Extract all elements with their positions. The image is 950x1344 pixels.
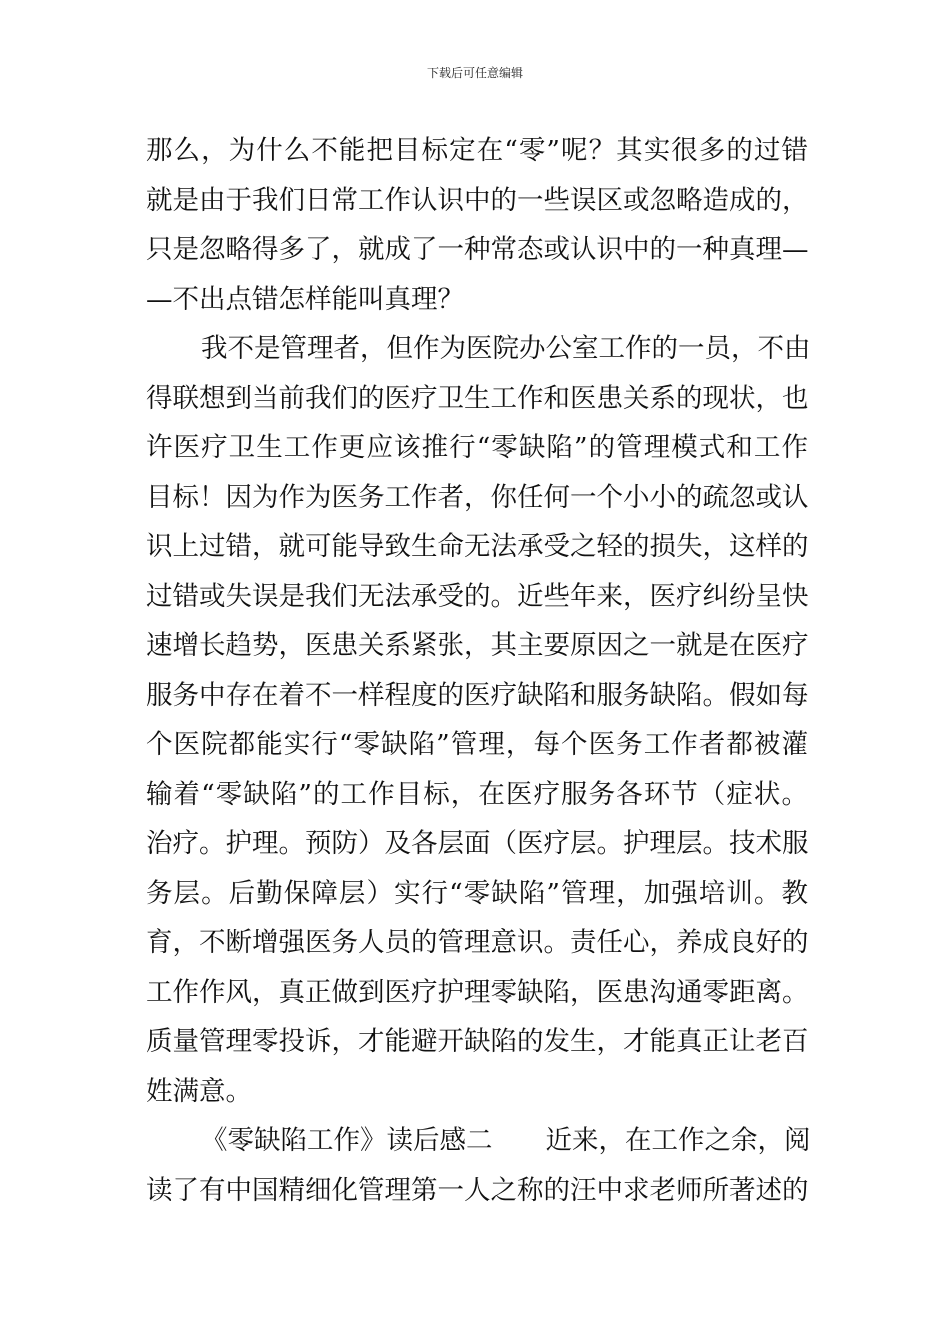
document-body	[146, 126, 811, 1215]
text-line: 就是由于我们日常工作认识中的一些误区或忽略造成的，	[146, 184, 809, 216]
text-line: 过错或失误是我们无法承受的。近些年来，医疗纠纷呈快	[146, 580, 809, 612]
text-line: 姓满意。	[146, 1075, 252, 1107]
text-line: 许医疗卫生工作更应该推行“零缺陷”的管理模式和工作	[146, 432, 808, 463]
text-line: 目标！因为作为医务工作者，你任何一个小小的疏忽或认	[146, 481, 809, 513]
text-line: 那么，为什么不能把目标定在“零”呢？其实很多的过错	[146, 135, 808, 166]
text-line: 工作作风，真正做到医疗护理零缺陷，医患沟通零距离。	[146, 976, 809, 1008]
text-line: 得联想到当前我们的医疗卫生工作和医患关系的现状，也	[146, 382, 809, 414]
paragraph-3	[146, 1116, 811, 1215]
text-line: 育，不断增强医务人员的管理意识。责任心，养成良好的	[146, 927, 809, 958]
text-line: 只是忽略得多了，就成了一种常态或认识中的一种真理—	[146, 234, 809, 265]
text-line: 治疗。护理。预防）及各层面（医疗层。护理层。技术服	[146, 828, 809, 859]
paragraph-1	[146, 126, 808, 324]
text-line: 读了有中国精细化管理第一人之称的汪中求老师所著述的	[146, 1174, 809, 1206]
page-header: 下载后可任意编辑	[426, 66, 523, 80]
text-line: 速增长趋势，医患关系紧张，其主要原因之一就是在医疗	[146, 630, 809, 661]
text-line: 我不是管理者，但作为医院办公室工作的一员，不由	[201, 333, 811, 364]
text-line: 输着“零缺陷”的工作目标，在医疗服务各环节（症状。	[146, 778, 808, 810]
text-line: 个医院都能实行“零缺陷”管理，每个医务工作者都被灌	[146, 729, 808, 760]
text-line: 务层。后勤保障层）实行“零缺陷”管理，加强培训。教	[146, 877, 808, 909]
text-line: 质量管理零投诉，才能避开缺陷的发生，才能真正让老百	[146, 1026, 809, 1057]
text-line: 识上过错，就可能导致生命无法承受之轻的损失，这样的	[146, 531, 809, 562]
text-line: 服务中存在着不一样程度的医疗缺陷和服务缺陷。假如每	[146, 679, 809, 711]
paragraph-2	[146, 324, 811, 1116]
text-line: —不出点错怎样能叫真理？	[146, 283, 464, 315]
text-line: 《零缺陷工作》读后感二 近来，在工作之余，阅	[201, 1125, 811, 1156]
